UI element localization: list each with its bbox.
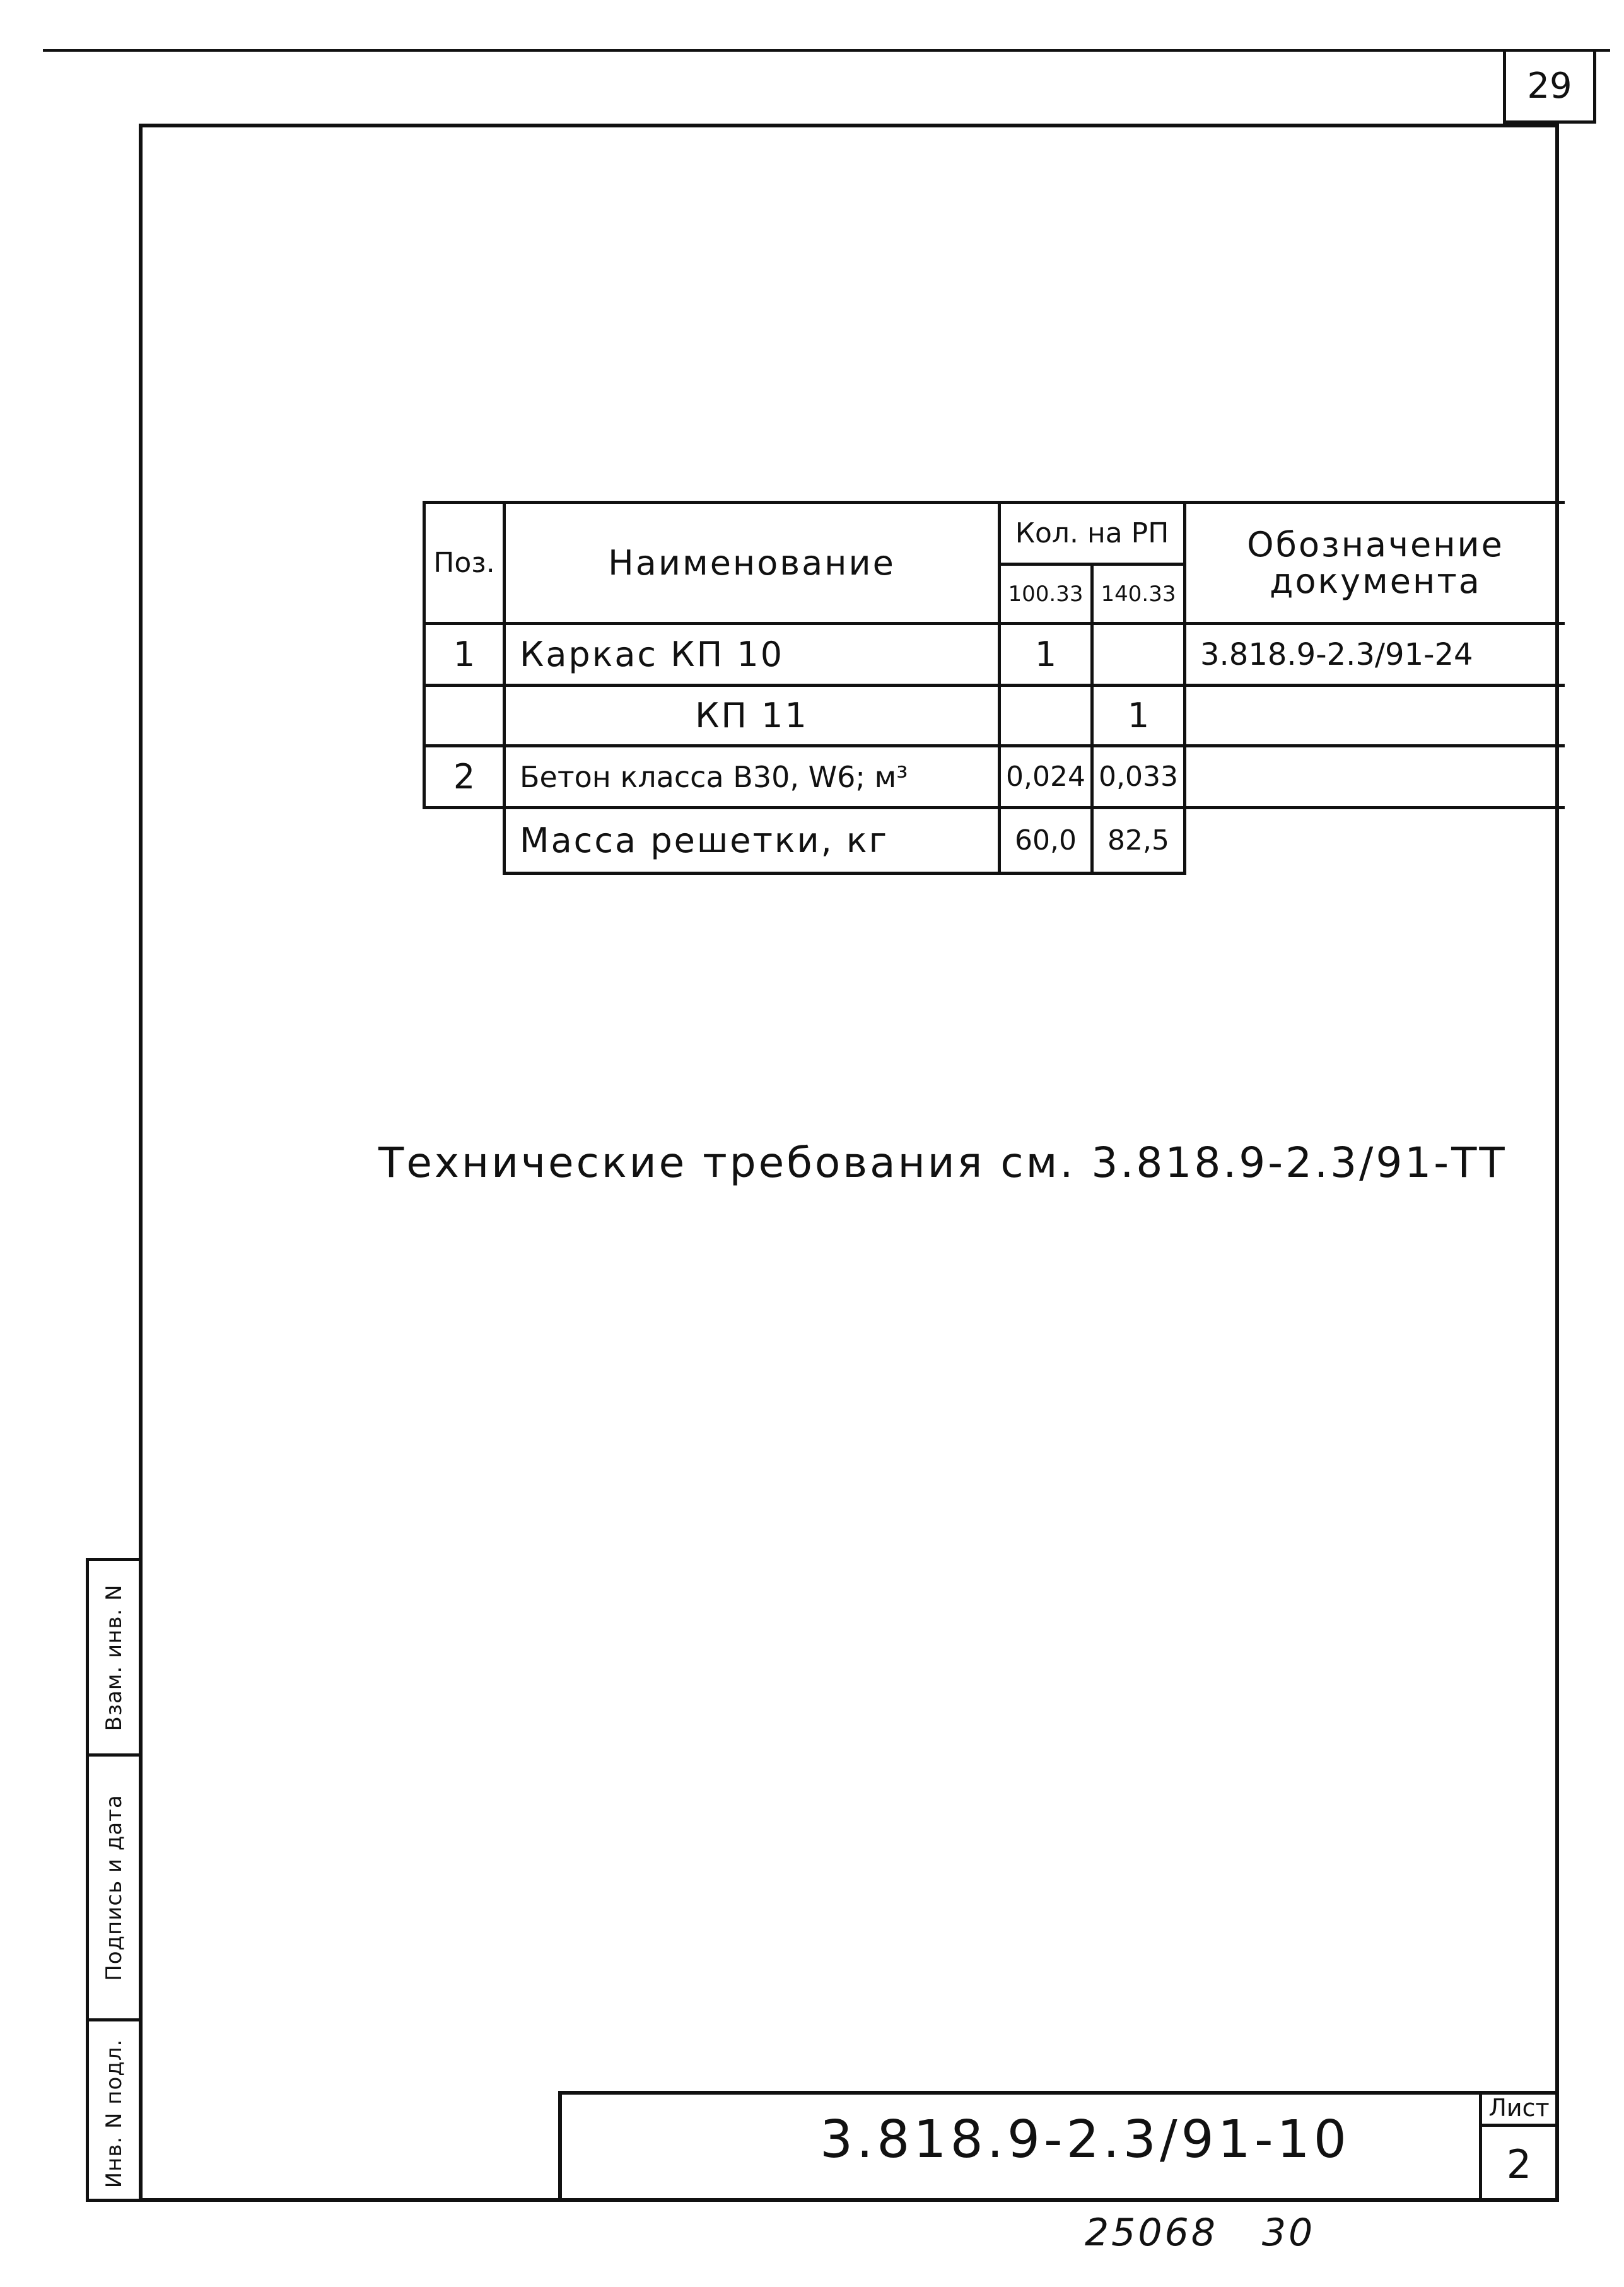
footer-number: 30 bbox=[1261, 2211, 1316, 2255]
table-row bbox=[424, 624, 1565, 686]
stamp-cell-replace-inv bbox=[89, 1561, 139, 1757]
stamp-sign-date-label: Подпись и дата bbox=[101, 1794, 127, 1981]
stamp-cell-inv-orig bbox=[89, 2021, 139, 2205]
row-qty2 bbox=[1092, 624, 1185, 686]
table-row bbox=[424, 746, 1565, 808]
row-qty2: 0,033 bbox=[1092, 746, 1185, 808]
row-qty1 bbox=[1000, 686, 1092, 746]
stamp-inv-orig-label: Инв. N подл. bbox=[101, 2038, 127, 2188]
mass-row bbox=[424, 808, 1565, 874]
side-stamp bbox=[86, 1558, 139, 2202]
row-pos bbox=[424, 686, 505, 746]
page-number: 29 bbox=[1527, 66, 1572, 107]
footer-code: 25068 bbox=[1085, 2211, 1218, 2255]
header-qty-col1: 100.33 bbox=[1000, 564, 1092, 624]
document-designation: 3.818.9-2.3/91-10 bbox=[820, 2110, 1350, 2170]
header-qty-col2: 140.33 bbox=[1092, 564, 1185, 624]
header-doc: Обозначение документа bbox=[1185, 503, 1565, 624]
row-name: Бетон класса В30, W6; м³ bbox=[505, 746, 1000, 808]
table-row bbox=[424, 686, 1565, 746]
row-pos: 1 bbox=[424, 624, 505, 686]
row-doc bbox=[1185, 746, 1565, 808]
stamp-replace-inv-label: Взам. инв. N bbox=[101, 1584, 127, 1731]
header-qty: Кол. на РП bbox=[1000, 503, 1185, 564]
row-name: КП 11 bbox=[505, 686, 1000, 746]
technical-requirements-note: Технические требования см. 3.818.9-2.3/91-ТТ bbox=[378, 1138, 1507, 1187]
row-name: Каркас КП 10 bbox=[505, 624, 1000, 686]
row-pos: 2 bbox=[424, 746, 505, 808]
page-number-box bbox=[1503, 52, 1596, 124]
sheet-number: 2 bbox=[1506, 2141, 1532, 2187]
sheet-label: Лист bbox=[1479, 2091, 1559, 2127]
mass-qty1: 60,0 bbox=[1000, 808, 1092, 874]
row-qty1: 0,024 bbox=[1000, 746, 1092, 808]
header-pos: Поз. bbox=[424, 503, 505, 624]
row-qty1: 1 bbox=[1000, 624, 1092, 686]
handwritten-footer-note bbox=[1085, 2211, 1359, 2255]
mass-label: Масса решетки, кг bbox=[505, 808, 1000, 874]
specification-table bbox=[423, 501, 1565, 875]
stamp-cell-sign-date bbox=[89, 1757, 139, 2021]
header-name: Наименование bbox=[505, 503, 1000, 624]
row-doc: 3.818.9-2.3/91-24 bbox=[1185, 624, 1565, 686]
row-qty2: 1 bbox=[1092, 686, 1185, 746]
top-border-line bbox=[43, 49, 1610, 52]
mass-qty2: 82,5 bbox=[1092, 808, 1185, 874]
row-doc bbox=[1185, 686, 1565, 746]
